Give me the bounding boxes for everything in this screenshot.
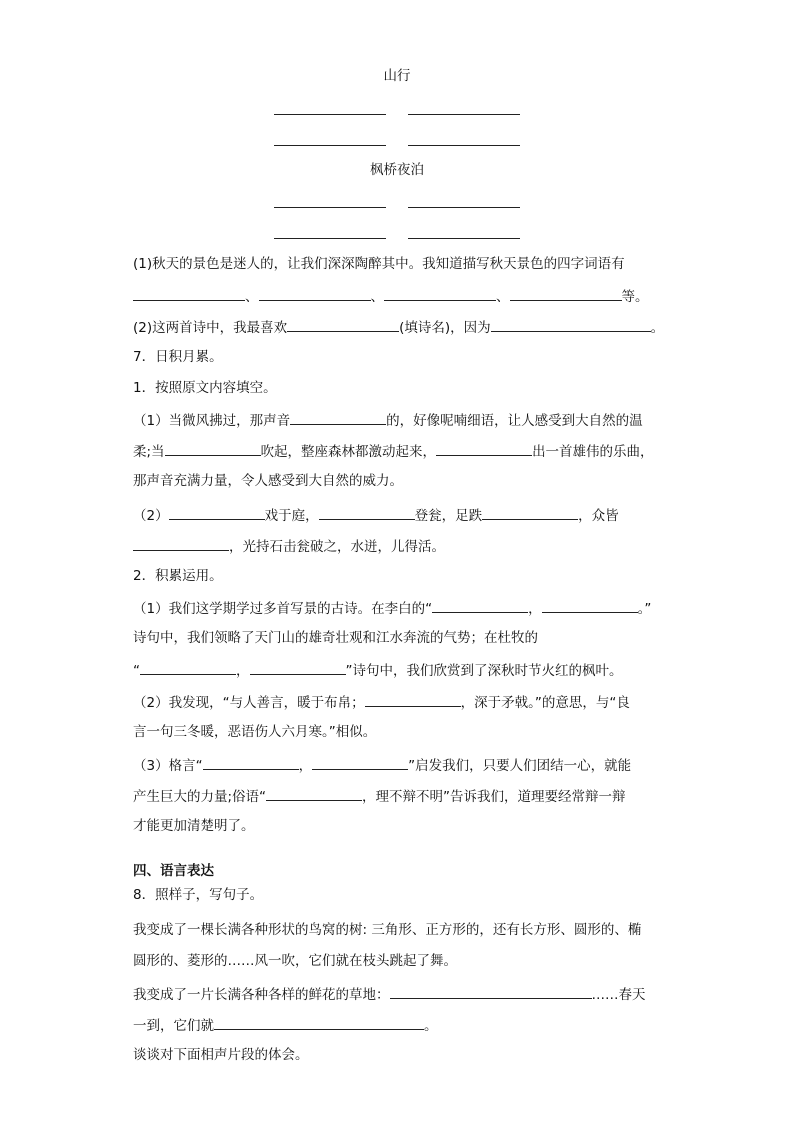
q7-2-line1 [133,505,619,525]
text: ……春天 [591,987,646,1003]
text: （2） [133,508,169,524]
q7-1-line1 [133,410,643,430]
text: 。 [424,1018,438,1034]
poem1-line1-blank-left[interactable] [274,114,386,115]
text: ”启发我们，只要人们团结一心，就能 [408,758,632,774]
text: ，光持石击瓮破之，水迸，儿得活。 [229,539,445,555]
example-line1: 我变成了一棵长满各种形状的鸟窝的树: 三角形、正方形的，还有长方形、圆形的、椭 [133,922,642,938]
favorite-poem-blank[interactable] [287,317,399,332]
q7-sub1: 1．按照原文内容填空。 [133,380,277,396]
text: 一到，它们就 [133,1018,214,1034]
play-blank[interactable] [436,441,532,456]
q7-a3-line3: 才能更加清楚明了。 [133,818,255,834]
q7-sub2: 2．积累运用。 [133,568,223,584]
q6-part1-blanks [133,286,649,306]
q7-a1-line2: 诗句中，我们领略了天门山的雄奇壮观和江水奔流的气势；在杜牧的 [133,630,538,646]
spring-blank[interactable] [214,1015,424,1030]
text: 产生巨大的力量;俗语“ [133,789,267,805]
text: ，深于矛戟。”的意思，与“良 [460,695,630,711]
text: 出一首雄伟的乐曲， [532,444,654,460]
q7-a3-line1 [133,755,631,775]
text: ， [298,758,313,774]
q7-a1-line1 [133,598,651,618]
flowers-blank[interactable] [390,984,592,999]
poem2-line2-blank-right[interactable] [408,238,520,239]
q7-2-line2 [133,536,445,556]
libai-blank-2[interactable] [542,598,638,613]
poem1-line2-blank-left[interactable] [274,145,386,146]
section4-heading: 四、语言表达 [133,863,214,879]
part1-end: 等。 [621,289,649,305]
q6-part1-text: (1)秋天的景色是迷人的，让我们深深陶醉其中。我知道描写秋天景色的四字词语有 [133,256,625,272]
text: 吹起，整座森林都激动起来， [260,444,437,460]
q7-a3-line2 [133,786,626,806]
write-line2 [133,1015,438,1035]
part2-end: 。 [650,320,665,336]
fall-blank[interactable] [482,505,578,520]
proverb-blank[interactable] [365,692,461,707]
poem-title-fengqiao: 枫桥夜泊 [370,162,424,178]
text: 戏于庭， [264,508,319,524]
text: 柔;当 [133,444,165,460]
wind-blank[interactable] [165,441,261,456]
q7-a2-line2: 言一句三冬暖，恶语伤人六月寒。”相似。 [133,724,377,740]
reason-blank[interactable] [491,317,651,332]
dumu-blank-1[interactable] [140,660,236,675]
separator: 、 [245,289,259,305]
text: 我变成了一片长满各种各样的鲜花的草地： [133,987,390,1003]
text: ， [528,601,542,617]
dumu-blank-2[interactable] [250,660,346,675]
q7-heading: 7．日积月累。 [133,349,223,365]
text: （3）格言“ [133,758,203,774]
example-line2: 圆形的、菱形的……风一吹，它们就在枝头跳起了舞。 [133,953,457,969]
abandon-blank[interactable] [133,536,229,551]
saying-blank[interactable] [266,786,362,801]
text: 登瓮，足跌 [414,508,483,524]
q8-heading: 8．照样子，写句子。 [133,887,264,903]
text: ”诗句中，我们欣赏到了深秋时节火红的枫叶。 [345,663,623,679]
poem1-line2-blank-right[interactable] [408,145,520,146]
text: （1）我们这学期学过多首写景的古诗。在李白的“ [133,601,433,617]
text: “ [133,663,140,679]
separator: 、 [496,289,510,305]
autumn-phrase-blank-3[interactable] [384,286,496,301]
poem-title-shanxing: 山行 [383,68,411,84]
write-line1 [133,984,646,1004]
text: ，理不辩不明”告诉我们，道理要经常辩一辩 [362,789,626,805]
q6-part2 [133,317,664,337]
crosstalk-prompt: 谈谈对下面相声片段的体会。 [133,1047,309,1063]
poem1-line1-blank-right[interactable] [408,114,520,115]
text: 的，好像呢喃细语，让人感受到大自然的温 [386,413,643,429]
q7-1-line2 [133,441,654,461]
motto-blank-1[interactable] [203,755,299,770]
poem2-line1-blank-right[interactable] [408,207,520,208]
separator: 、 [370,289,384,305]
q7-a2-line1 [133,692,630,712]
autumn-phrase-blank-4[interactable] [510,286,622,301]
part2-text-b: (填诗名)，因为 [399,320,491,336]
text: （1）当微风拂过，那声音 [133,413,291,429]
libai-blank-1[interactable] [432,598,528,613]
part2-text-a: (2)这两首诗中，我最喜欢 [133,320,288,336]
sound-blank[interactable] [290,410,386,425]
autumn-phrase-blank-1[interactable] [133,286,245,301]
text: ，众皆 [578,508,619,524]
autumn-phrase-blank-2[interactable] [259,286,371,301]
children-blank[interactable] [169,505,265,520]
text: 。” [637,601,652,617]
q7-1-line3: 那声音充满力量，令人感受到大自然的威力。 [133,473,403,489]
poem2-line2-blank-left[interactable] [274,238,386,239]
q7-a1-line3 [133,660,623,680]
poem2-line1-blank-left[interactable] [274,207,386,208]
motto-blank-2[interactable] [312,755,408,770]
climb-blank[interactable] [319,505,415,520]
text: （2）我发现，“与人善言，暖于布帛； [133,695,365,711]
text: ， [236,663,250,679]
